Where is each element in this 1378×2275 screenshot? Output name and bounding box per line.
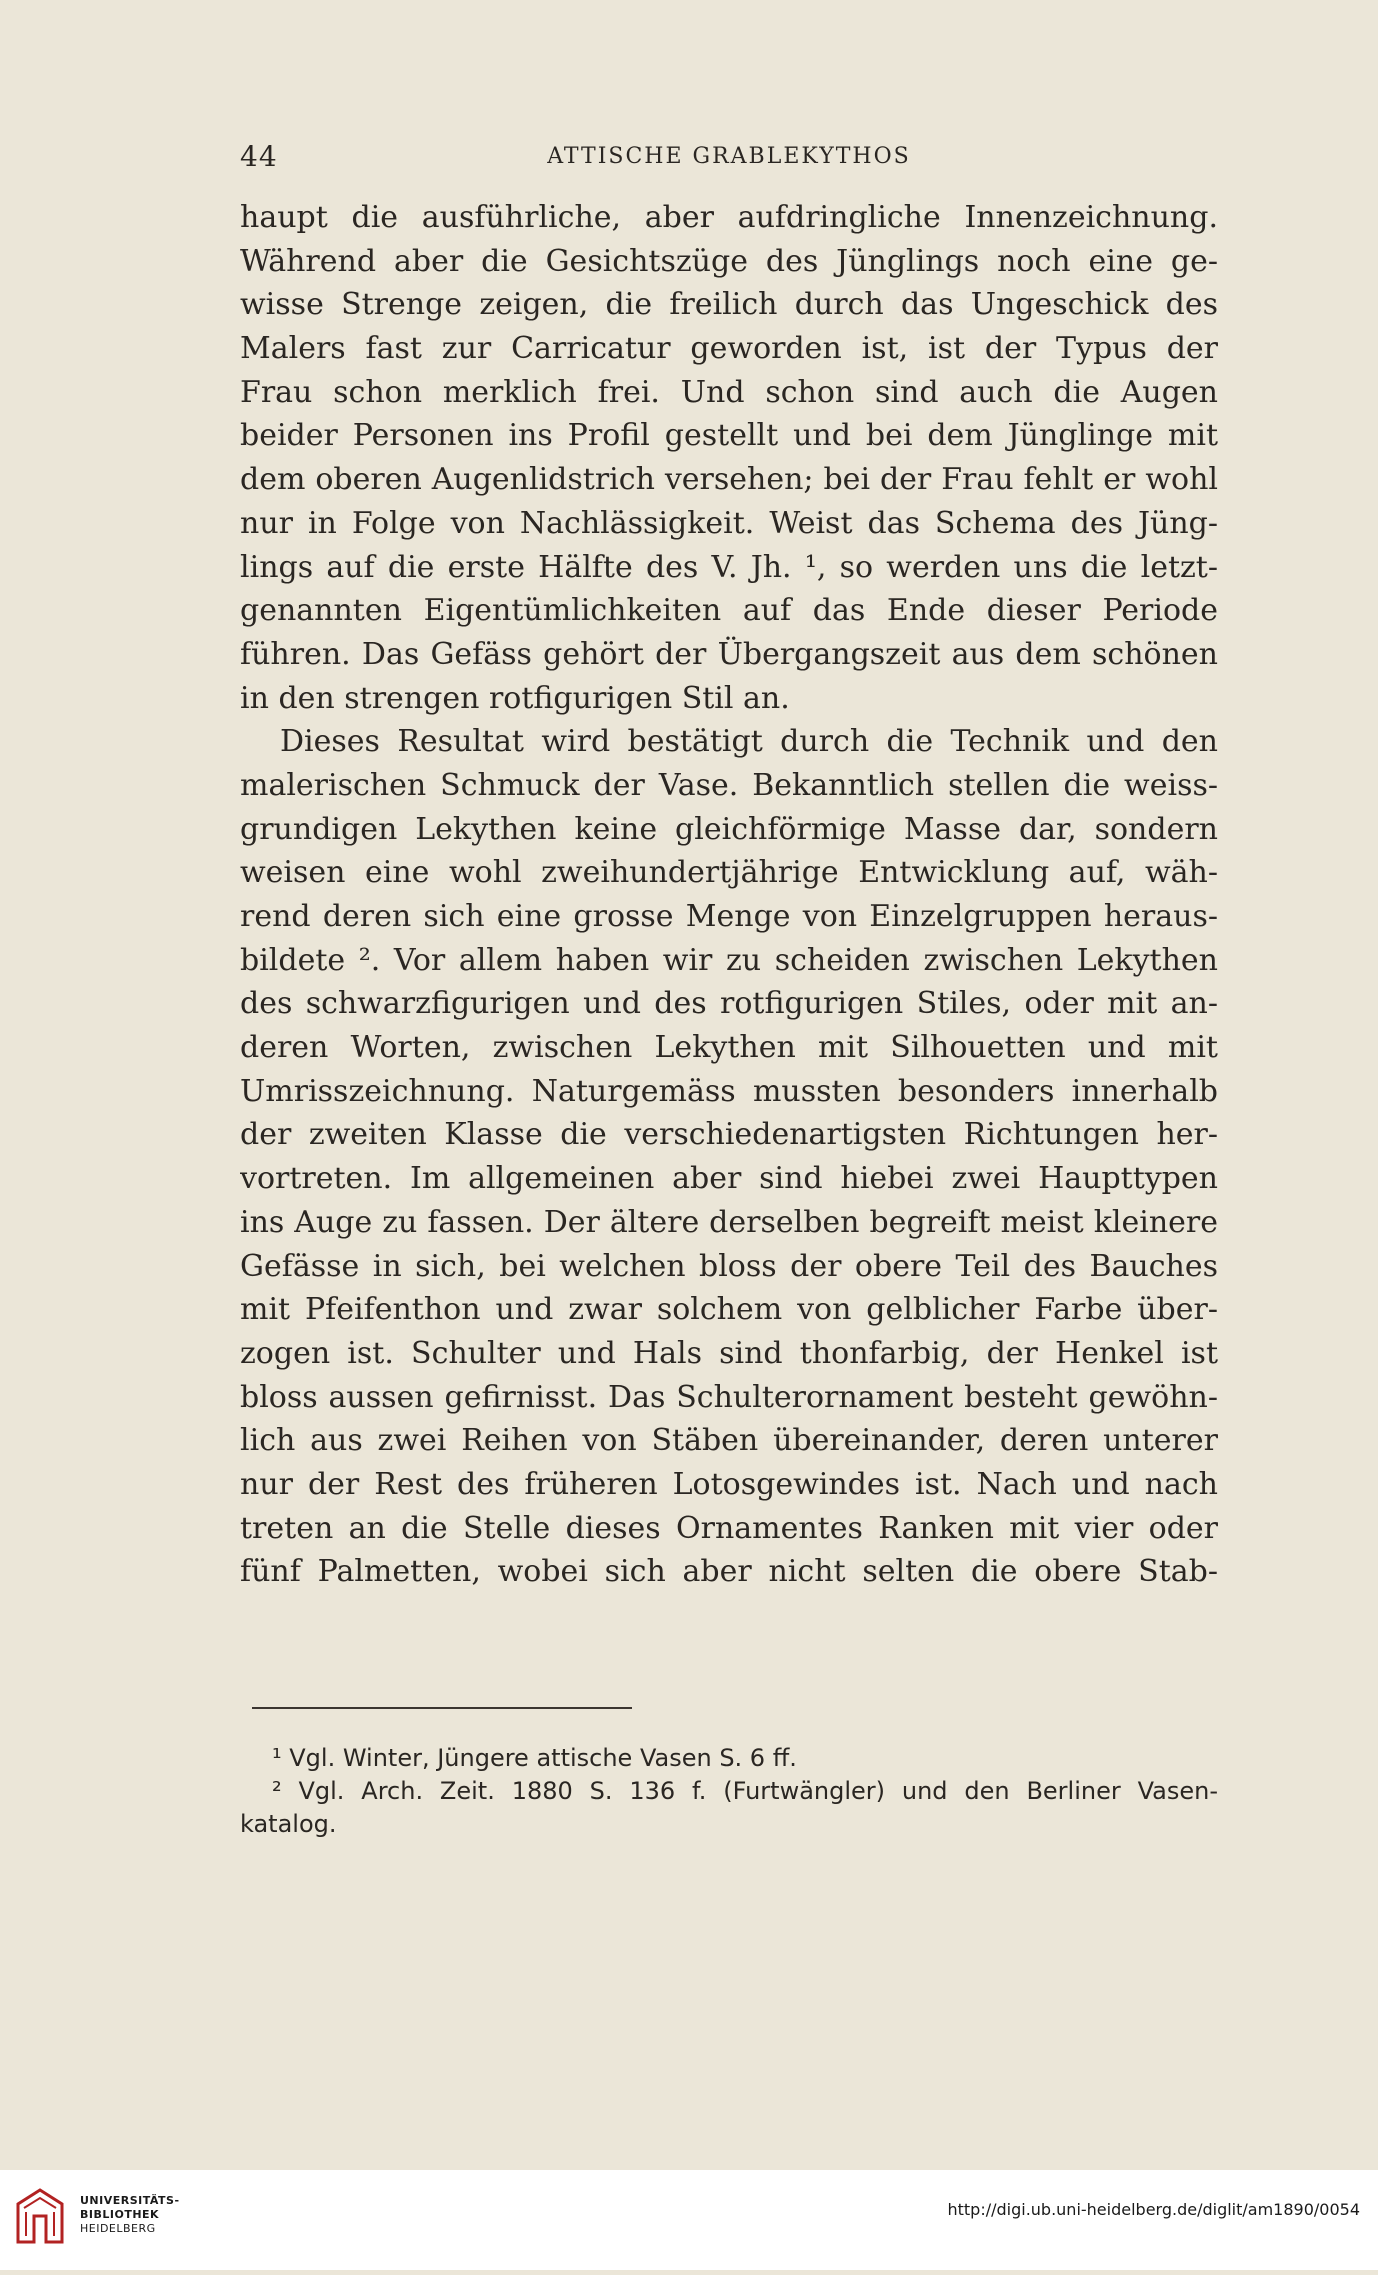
body-line: des schwarzfigurigen und des rotfigurigen Stiles, oder mit an-: [240, 986, 1218, 1022]
page-header: [240, 140, 1218, 180]
page-number: 44: [240, 140, 278, 173]
footnotes: [240, 1742, 1218, 1841]
body-line: vortreten. Im allgemeinen aber sind hiebei zwei Haupttypen: [240, 1161, 1218, 1197]
body-line: bloss aussen gefirnisst. Das Schulterornament besteht gewöhn-: [240, 1379, 1218, 1415]
body-line: Während aber die Gesichtszüge des Jünglings noch eine ge-: [240, 243, 1218, 279]
library-logo-icon: [12, 2186, 68, 2246]
body-line: rend deren sich eine grosse Menge von Einzelgruppen heraus-: [240, 899, 1218, 934]
library-name: [80, 2194, 180, 2236]
body-line: treten an die Stelle dieses Ornamentes Ranken mit vier oder: [240, 1510, 1218, 1546]
body-text: [240, 196, 1218, 1594]
body-line: dem oberen Augenlidstrich versehen; bei der Frau fehlt er wohl: [240, 462, 1218, 498]
library-name-line: UNIVERSITÄTS-: [80, 2194, 180, 2207]
footnote-line: katalog.: [240, 1810, 337, 1838]
body-line: Frau schon merklich frei. Und schon sind auch die Augen: [240, 374, 1218, 410]
body-line: mit Pfeifenthon und zwar solchem von gelblicher Farbe über-: [240, 1292, 1218, 1328]
source-url-link[interactable]: http://digi.ub.uni-heidelberg.de/diglit/am1890/0054: [947, 2200, 1360, 2219]
body-line: genannten Eigentümlichkeiten auf das Ende dieser Periode: [240, 593, 1218, 629]
library-name-line: HEIDELBERG: [80, 2222, 156, 2235]
body-line: nur der Rest des früheren Lotosgewindes ist. Nach und nach: [240, 1466, 1218, 1502]
footnote-line: ¹ Vgl. Winter, Jüngere attische Vasen S. 6 ff.: [272, 1744, 797, 1772]
body-line: weisen eine wohl zweihundertjährige Entwicklung auf, wäh-: [240, 855, 1218, 891]
footnote-line: ² Vgl. Arch. Zeit. 1880 S. 136 f. (Furtwängler) und den Berliner Vasen-: [272, 1777, 1218, 1805]
body-line: Umrisszeichnung. Naturgemäss mussten besonders innerhalb: [240, 1073, 1218, 1109]
footnote-divider: [252, 1707, 632, 1709]
body-line: in den strengen rotfigurigen Stil an.: [240, 680, 790, 716]
body-line: bildete ². Vor allem haben wir zu scheiden zwischen Lekythen: [240, 942, 1218, 978]
body-line: fünf Palmetten, wobei sich aber nicht selten die obere Stab-: [240, 1554, 1218, 1590]
body-line: grundigen Lekythen keine gleichförmige Masse dar, sondern: [240, 811, 1218, 847]
body-line: Malers fast zur Carricatur geworden ist, ist der Typus der: [240, 331, 1218, 367]
body-line: führen. Das Gefäss gehört der Übergangszeit aus dem schönen: [240, 636, 1218, 672]
digitization-footer: [0, 2170, 1378, 2270]
body-line: lich aus zwei Reihen von Stäben übereinander, deren unterer: [240, 1423, 1218, 1459]
body-line: haupt die ausführliche, aber aufdringliche Innenzeichnung.: [240, 200, 1218, 235]
body-line: Dieses Resultat wird bestätigt durch die Technik und den: [280, 724, 1218, 760]
body-line: ins Auge zu fassen. Der ältere derselben begreift meist kleinere: [240, 1204, 1218, 1240]
body-line: deren Worten, zwischen Lekythen mit Silhouetten und mit: [240, 1030, 1218, 1066]
body-line: wisse Strenge zeigen, die freilich durch das Ungeschick des: [240, 287, 1218, 323]
body-line: der zweiten Klasse die verschiedenartigsten Richtungen her-: [240, 1117, 1218, 1153]
body-line: nur in Folge von Nachlässigkeit. Weist das Schema des Jüng-: [240, 505, 1218, 541]
body-line: beider Personen ins Profil gestellt und bei dem Jünglinge mit: [240, 418, 1218, 454]
body-line: lings auf die erste Hälfte des V. Jh. ¹, so werden uns die letzt-: [240, 549, 1218, 585]
body-line: Gefässe in sich, bei welchen bloss der obere Teil des Bauches: [240, 1248, 1218, 1284]
body-line: malerischen Schmuck der Vase. Bekanntlich stellen die weiss-: [240, 767, 1218, 803]
body-line: zogen ist. Schulter und Hals sind thonfarbig, der Henkel ist: [240, 1335, 1218, 1371]
library-name-line: BIBLIOTHEK: [80, 2208, 160, 2221]
running-head: ATTISCHE GRABLEKYTHOS: [547, 144, 911, 169]
